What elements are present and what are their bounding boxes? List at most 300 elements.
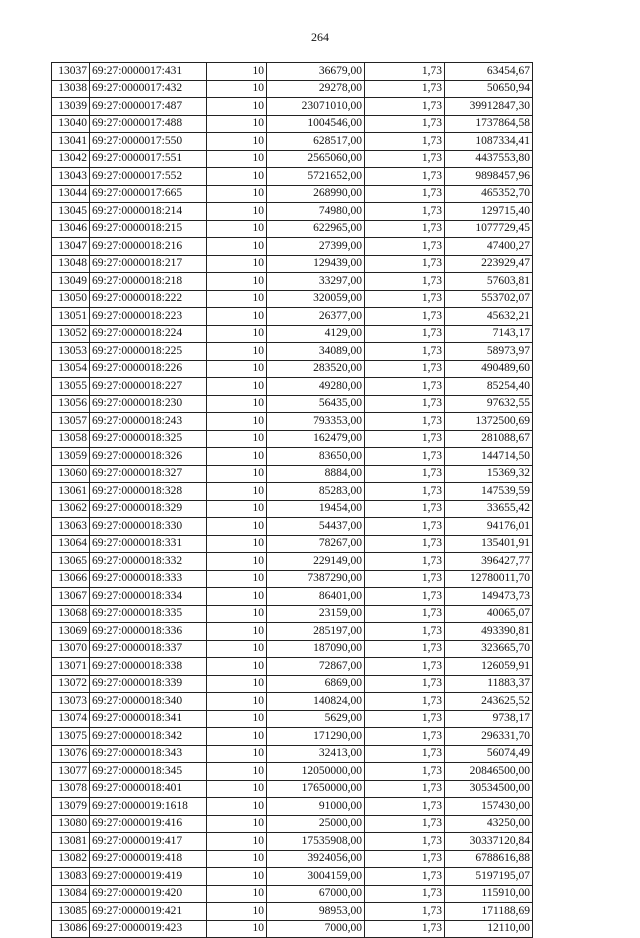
row-number-cell: 13037 <box>52 63 90 81</box>
value-cell: 5197195,07 <box>445 868 533 886</box>
cadastral-number-cell: 69:27:0000018:343 <box>90 745 207 763</box>
group-cell: 10 <box>207 640 267 658</box>
group-cell: 10 <box>207 133 267 151</box>
table-row <box>52 710 533 728</box>
value-cell: 45632,21 <box>445 308 533 326</box>
row-number-cell: 13043 <box>52 168 90 186</box>
group-cell: 10 <box>207 168 267 186</box>
area-cell: 2565060,00 <box>267 150 365 168</box>
cadastral-number-cell: 69:27:0000018:335 <box>90 605 207 623</box>
row-number-cell: 13065 <box>52 553 90 571</box>
cadastral-number-cell: 69:27:0000018:334 <box>90 588 207 606</box>
table-row <box>52 308 533 326</box>
table-row <box>52 115 533 133</box>
value-cell: 50650,94 <box>445 80 533 98</box>
cadastral-number-cell: 69:27:0000017:432 <box>90 80 207 98</box>
table-row <box>52 273 533 291</box>
area-cell: 25000,00 <box>267 815 365 833</box>
value-cell: 553702,07 <box>445 290 533 308</box>
group-cell: 10 <box>207 220 267 238</box>
area-cell: 8884,00 <box>267 465 365 483</box>
coefficient-cell: 1,73 <box>365 885 445 903</box>
table-row <box>52 98 533 116</box>
cadastral-number-cell: 69:27:0000018:336 <box>90 623 207 641</box>
value-cell: 6788616,88 <box>445 850 533 868</box>
area-cell: 129439,00 <box>267 255 365 273</box>
value-cell: 94176,01 <box>445 518 533 536</box>
row-number-cell: 13051 <box>52 308 90 326</box>
area-cell: 33297,00 <box>267 273 365 291</box>
row-number-cell: 13057 <box>52 413 90 431</box>
value-cell: 20846500,00 <box>445 763 533 781</box>
value-cell: 47400,27 <box>445 238 533 256</box>
cadastral-number-cell: 69:27:0000018:345 <box>90 763 207 781</box>
coefficient-cell: 1,73 <box>365 255 445 273</box>
coefficient-cell: 1,73 <box>365 868 445 886</box>
table-row <box>52 605 533 623</box>
group-cell: 10 <box>207 80 267 98</box>
table-row <box>52 693 533 711</box>
coefficient-cell: 1,73 <box>365 518 445 536</box>
row-number-cell: 13058 <box>52 430 90 448</box>
coefficient-cell: 1,73 <box>365 658 445 676</box>
value-cell: 147539,59 <box>445 483 533 501</box>
area-cell: 49280,00 <box>267 378 365 396</box>
area-cell: 83650,00 <box>267 448 365 466</box>
value-cell: 33655,42 <box>445 500 533 518</box>
value-cell: 56074,49 <box>445 745 533 763</box>
area-cell: 72867,00 <box>267 658 365 676</box>
cadastral-number-cell: 69:27:0000018:230 <box>90 395 207 413</box>
value-cell: 11883,37 <box>445 675 533 693</box>
coefficient-cell: 1,73 <box>365 623 445 641</box>
value-cell: 63454,67 <box>445 63 533 81</box>
table-row <box>52 903 533 921</box>
cadastral-number-cell: 69:27:0000017:552 <box>90 168 207 186</box>
table-row <box>52 640 533 658</box>
value-cell: 323665,70 <box>445 640 533 658</box>
cadastral-number-cell: 69:27:0000017:551 <box>90 150 207 168</box>
area-cell: 268990,00 <box>267 185 365 203</box>
table-row <box>52 868 533 886</box>
table-row <box>52 360 533 378</box>
area-cell: 34089,00 <box>267 343 365 361</box>
coefficient-cell: 1,73 <box>365 413 445 431</box>
cadastral-number-cell: 69:27:0000017:487 <box>90 98 207 116</box>
value-cell: 85254,40 <box>445 378 533 396</box>
row-number-cell: 13072 <box>52 675 90 693</box>
area-cell: 17535908,00 <box>267 833 365 851</box>
group-cell: 10 <box>207 203 267 221</box>
row-number-cell: 13039 <box>52 98 90 116</box>
cadastral-number-cell: 69:27:0000018:329 <box>90 500 207 518</box>
cadastral-number-cell: 69:27:0000018:330 <box>90 518 207 536</box>
row-number-cell: 13079 <box>52 798 90 816</box>
table-row <box>52 238 533 256</box>
value-cell: 57603,81 <box>445 273 533 291</box>
table-row <box>52 763 533 781</box>
row-number-cell: 13080 <box>52 815 90 833</box>
group-cell: 10 <box>207 570 267 588</box>
table-row <box>52 185 533 203</box>
group-cell: 10 <box>207 675 267 693</box>
value-cell: 171188,69 <box>445 903 533 921</box>
value-cell: 129715,40 <box>445 203 533 221</box>
cadastral-number-cell: 69:27:0000018:401 <box>90 780 207 798</box>
row-number-cell: 13062 <box>52 500 90 518</box>
cadastral-number-cell: 69:27:0000019:421 <box>90 903 207 921</box>
area-cell: 98953,00 <box>267 903 365 921</box>
row-number-cell: 13064 <box>52 535 90 553</box>
row-number-cell: 13066 <box>52 570 90 588</box>
table-row <box>52 63 533 81</box>
area-cell: 78267,00 <box>267 535 365 553</box>
group-cell: 10 <box>207 780 267 798</box>
cadastral-number-cell: 69:27:0000018:214 <box>90 203 207 221</box>
value-cell: 465352,70 <box>445 185 533 203</box>
table-row <box>52 290 533 308</box>
row-number-cell: 13047 <box>52 238 90 256</box>
group-cell: 10 <box>207 465 267 483</box>
page-number: 264 <box>311 30 329 44</box>
value-cell: 115910,00 <box>445 885 533 903</box>
table-row <box>52 133 533 151</box>
cadastral-number-cell: 69:27:0000018:218 <box>90 273 207 291</box>
group-cell: 10 <box>207 500 267 518</box>
cadastral-number-cell: 69:27:0000018:337 <box>90 640 207 658</box>
cadastral-number-cell: 69:27:0000019:419 <box>90 868 207 886</box>
group-cell: 10 <box>207 885 267 903</box>
table-row <box>52 150 533 168</box>
group-cell: 10 <box>207 290 267 308</box>
coefficient-cell: 1,73 <box>365 763 445 781</box>
coefficient-cell: 1,73 <box>365 115 445 133</box>
area-cell: 5629,00 <box>267 710 365 728</box>
table-row <box>52 430 533 448</box>
cadastral-number-cell: 69:27:0000018:217 <box>90 255 207 273</box>
group-cell: 10 <box>207 728 267 746</box>
row-number-cell: 13041 <box>52 133 90 151</box>
area-cell: 5721652,00 <box>267 168 365 186</box>
group-cell: 10 <box>207 185 267 203</box>
area-cell: 32413,00 <box>267 745 365 763</box>
table-row <box>52 168 533 186</box>
coefficient-cell: 1,73 <box>365 588 445 606</box>
value-cell: 7143,17 <box>445 325 533 343</box>
coefficient-cell: 1,73 <box>365 850 445 868</box>
coefficient-cell: 1,73 <box>365 150 445 168</box>
group-cell: 10 <box>207 605 267 623</box>
group-cell: 10 <box>207 360 267 378</box>
group-cell: 10 <box>207 483 267 501</box>
coefficient-cell: 1,73 <box>365 343 445 361</box>
coefficient-cell: 1,73 <box>365 710 445 728</box>
group-cell: 10 <box>207 150 267 168</box>
table-row <box>52 378 533 396</box>
value-cell: 1077729,45 <box>445 220 533 238</box>
area-cell: 54437,00 <box>267 518 365 536</box>
table-row <box>52 675 533 693</box>
value-cell: 135401,91 <box>445 535 533 553</box>
row-number-cell: 13074 <box>52 710 90 728</box>
area-cell: 622965,00 <box>267 220 365 238</box>
area-cell: 17650000,00 <box>267 780 365 798</box>
value-cell: 43250,00 <box>445 815 533 833</box>
group-cell: 10 <box>207 518 267 536</box>
group-cell: 10 <box>207 325 267 343</box>
coefficient-cell: 1,73 <box>365 80 445 98</box>
value-cell: 12110,00 <box>445 920 533 938</box>
value-cell: 281088,67 <box>445 430 533 448</box>
area-cell: 628517,00 <box>267 133 365 151</box>
value-cell: 12780011,70 <box>445 570 533 588</box>
table-body <box>52 63 533 938</box>
area-cell: 67000,00 <box>267 885 365 903</box>
table-row <box>52 483 533 501</box>
cadastral-number-cell: 69:27:0000018:340 <box>90 693 207 711</box>
row-number-cell: 13078 <box>52 780 90 798</box>
group-cell: 10 <box>207 815 267 833</box>
coefficient-cell: 1,73 <box>365 920 445 938</box>
area-cell: 12050000,00 <box>267 763 365 781</box>
coefficient-cell: 1,73 <box>365 395 445 413</box>
group-cell: 10 <box>207 238 267 256</box>
row-number-cell: 13073 <box>52 693 90 711</box>
table-row <box>52 343 533 361</box>
cadastral-number-cell: 69:27:0000019:420 <box>90 885 207 903</box>
cadastral-number-cell: 69:27:0000018:327 <box>90 465 207 483</box>
coefficient-cell: 1,73 <box>365 203 445 221</box>
cadastral-number-cell: 69:27:0000018:331 <box>90 535 207 553</box>
value-cell: 4437553,80 <box>445 150 533 168</box>
area-cell: 27399,00 <box>267 238 365 256</box>
cadastral-number-cell: 69:27:0000018:342 <box>90 728 207 746</box>
cadastral-number-cell: 69:27:0000018:341 <box>90 710 207 728</box>
cadastral-number-cell: 69:27:0000019:416 <box>90 815 207 833</box>
coefficient-cell: 1,73 <box>365 378 445 396</box>
cadastral-number-cell: 69:27:0000018:339 <box>90 675 207 693</box>
coefficient-cell: 1,73 <box>365 693 445 711</box>
coefficient-cell: 1,73 <box>365 360 445 378</box>
row-number-cell: 13071 <box>52 658 90 676</box>
table-row <box>52 395 533 413</box>
coefficient-cell: 1,73 <box>365 535 445 553</box>
coefficient-cell: 1,73 <box>365 290 445 308</box>
row-number-cell: 13077 <box>52 763 90 781</box>
row-number-cell: 13061 <box>52 483 90 501</box>
group-cell: 10 <box>207 413 267 431</box>
coefficient-cell: 1,73 <box>365 430 445 448</box>
cadastral-number-cell: 69:27:0000018:223 <box>90 308 207 326</box>
value-cell: 9738,17 <box>445 710 533 728</box>
cadastral-number-cell: 69:27:0000017:550 <box>90 133 207 151</box>
cadastral-number-cell: 69:27:0000018:325 <box>90 430 207 448</box>
coefficient-cell: 1,73 <box>365 798 445 816</box>
coefficient-cell: 1,73 <box>365 815 445 833</box>
cadastral-number-cell: 69:27:0000018:225 <box>90 343 207 361</box>
coefficient-cell: 1,73 <box>365 833 445 851</box>
area-cell: 285197,00 <box>267 623 365 641</box>
group-cell: 10 <box>207 63 267 81</box>
cadastral-number-cell: 69:27:0000018:222 <box>90 290 207 308</box>
value-cell: 149473,73 <box>445 588 533 606</box>
group-cell: 10 <box>207 868 267 886</box>
table-row <box>52 570 533 588</box>
coefficient-cell: 1,73 <box>365 220 445 238</box>
group-cell: 10 <box>207 553 267 571</box>
area-cell: 171290,00 <box>267 728 365 746</box>
group-cell: 10 <box>207 395 267 413</box>
cadastral-number-cell: 69:27:0000018:227 <box>90 378 207 396</box>
row-number-cell: 13040 <box>52 115 90 133</box>
table-row <box>52 553 533 571</box>
group-cell: 10 <box>207 850 267 868</box>
table-row <box>52 815 533 833</box>
row-number-cell: 13046 <box>52 220 90 238</box>
area-cell: 19454,00 <box>267 500 365 518</box>
coefficient-cell: 1,73 <box>365 780 445 798</box>
coefficient-cell: 1,73 <box>365 483 445 501</box>
coefficient-cell: 1,73 <box>365 63 445 81</box>
group-cell: 10 <box>207 115 267 133</box>
coefficient-cell: 1,73 <box>365 605 445 623</box>
area-cell: 74980,00 <box>267 203 365 221</box>
row-number-cell: 13070 <box>52 640 90 658</box>
coefficient-cell: 1,73 <box>365 133 445 151</box>
area-cell: 3924056,00 <box>267 850 365 868</box>
table-row <box>52 623 533 641</box>
cadastral-number-cell: 69:27:0000018:215 <box>90 220 207 238</box>
value-cell: 97632,55 <box>445 395 533 413</box>
cadastral-number-cell: 69:27:0000017:488 <box>90 115 207 133</box>
group-cell: 10 <box>207 763 267 781</box>
table-row <box>52 203 533 221</box>
table-row <box>52 885 533 903</box>
table-row <box>52 920 533 938</box>
area-cell: 7387290,00 <box>267 570 365 588</box>
coefficient-cell: 1,73 <box>365 553 445 571</box>
row-number-cell: 13042 <box>52 150 90 168</box>
row-number-cell: 13050 <box>52 290 90 308</box>
coefficient-cell: 1,73 <box>365 675 445 693</box>
row-number-cell: 13056 <box>52 395 90 413</box>
area-cell: 283520,00 <box>267 360 365 378</box>
coefficient-cell: 1,73 <box>365 500 445 518</box>
table-row <box>52 535 533 553</box>
cadastral-number-cell: 69:27:0000018:216 <box>90 238 207 256</box>
value-cell: 30337120,84 <box>445 833 533 851</box>
cadastral-number-cell: 69:27:0000019:417 <box>90 833 207 851</box>
group-cell: 10 <box>207 710 267 728</box>
row-number-cell: 13083 <box>52 868 90 886</box>
row-number-cell: 13085 <box>52 903 90 921</box>
group-cell: 10 <box>207 343 267 361</box>
value-cell: 157430,00 <box>445 798 533 816</box>
row-number-cell: 13044 <box>52 185 90 203</box>
row-number-cell: 13055 <box>52 378 90 396</box>
area-cell: 4129,00 <box>267 325 365 343</box>
area-cell: 56435,00 <box>267 395 365 413</box>
row-number-cell: 13069 <box>52 623 90 641</box>
area-cell: 36679,00 <box>267 63 365 81</box>
table-row <box>52 500 533 518</box>
area-cell: 86401,00 <box>267 588 365 606</box>
cadastral-number-cell: 69:27:0000018:332 <box>90 553 207 571</box>
group-cell: 10 <box>207 588 267 606</box>
group-cell: 10 <box>207 378 267 396</box>
cadastral-value-table <box>51 62 533 938</box>
table-row <box>52 780 533 798</box>
cadastral-number-cell: 69:27:0000018:333 <box>90 570 207 588</box>
area-cell: 26377,00 <box>267 308 365 326</box>
value-cell: 396427,77 <box>445 553 533 571</box>
group-cell: 10 <box>207 273 267 291</box>
value-cell: 126059,91 <box>445 658 533 676</box>
row-number-cell: 13052 <box>52 325 90 343</box>
coefficient-cell: 1,73 <box>365 98 445 116</box>
row-number-cell: 13054 <box>52 360 90 378</box>
cadastral-number-cell: 69:27:0000018:226 <box>90 360 207 378</box>
area-cell: 91000,00 <box>267 798 365 816</box>
coefficient-cell: 1,73 <box>365 465 445 483</box>
area-cell: 162479,00 <box>267 430 365 448</box>
table-row <box>52 465 533 483</box>
row-number-cell: 13068 <box>52 605 90 623</box>
table-row <box>52 325 533 343</box>
group-cell: 10 <box>207 623 267 641</box>
value-cell: 144714,50 <box>445 448 533 466</box>
row-number-cell: 13084 <box>52 885 90 903</box>
row-number-cell: 13048 <box>52 255 90 273</box>
coefficient-cell: 1,73 <box>365 273 445 291</box>
row-number-cell: 13063 <box>52 518 90 536</box>
table-row <box>52 255 533 273</box>
value-cell: 1737864,58 <box>445 115 533 133</box>
coefficient-cell: 1,73 <box>365 448 445 466</box>
row-number-cell: 13049 <box>52 273 90 291</box>
coefficient-cell: 1,73 <box>365 325 445 343</box>
value-cell: 243625,52 <box>445 693 533 711</box>
area-cell: 229149,00 <box>267 553 365 571</box>
area-cell: 23071010,00 <box>267 98 365 116</box>
cadastral-number-cell: 69:27:0000017:665 <box>90 185 207 203</box>
table-row <box>52 588 533 606</box>
cadastral-number-cell: 69:27:0000018:224 <box>90 325 207 343</box>
area-cell: 793353,00 <box>267 413 365 431</box>
coefficient-cell: 1,73 <box>365 185 445 203</box>
coefficient-cell: 1,73 <box>365 308 445 326</box>
coefficient-cell: 1,73 <box>365 640 445 658</box>
cadastral-number-cell: 69:27:0000018:326 <box>90 448 207 466</box>
cadastral-number-cell: 69:27:0000019:1618 <box>90 798 207 816</box>
area-cell: 7000,00 <box>267 920 365 938</box>
row-number-cell: 13038 <box>52 80 90 98</box>
table-row <box>52 220 533 238</box>
cadastral-number-cell: 69:27:0000019:423 <box>90 920 207 938</box>
value-cell: 9898457,96 <box>445 168 533 186</box>
row-number-cell: 13076 <box>52 745 90 763</box>
group-cell: 10 <box>207 255 267 273</box>
group-cell: 10 <box>207 430 267 448</box>
cadastral-number-cell: 69:27:0000018:328 <box>90 483 207 501</box>
cadastral-number-cell: 69:27:0000018:243 <box>90 413 207 431</box>
area-cell: 6869,00 <box>267 675 365 693</box>
value-cell: 296331,70 <box>445 728 533 746</box>
area-cell: 1004546,00 <box>267 115 365 133</box>
value-cell: 15369,32 <box>445 465 533 483</box>
row-number-cell: 13081 <box>52 833 90 851</box>
table-row <box>52 448 533 466</box>
